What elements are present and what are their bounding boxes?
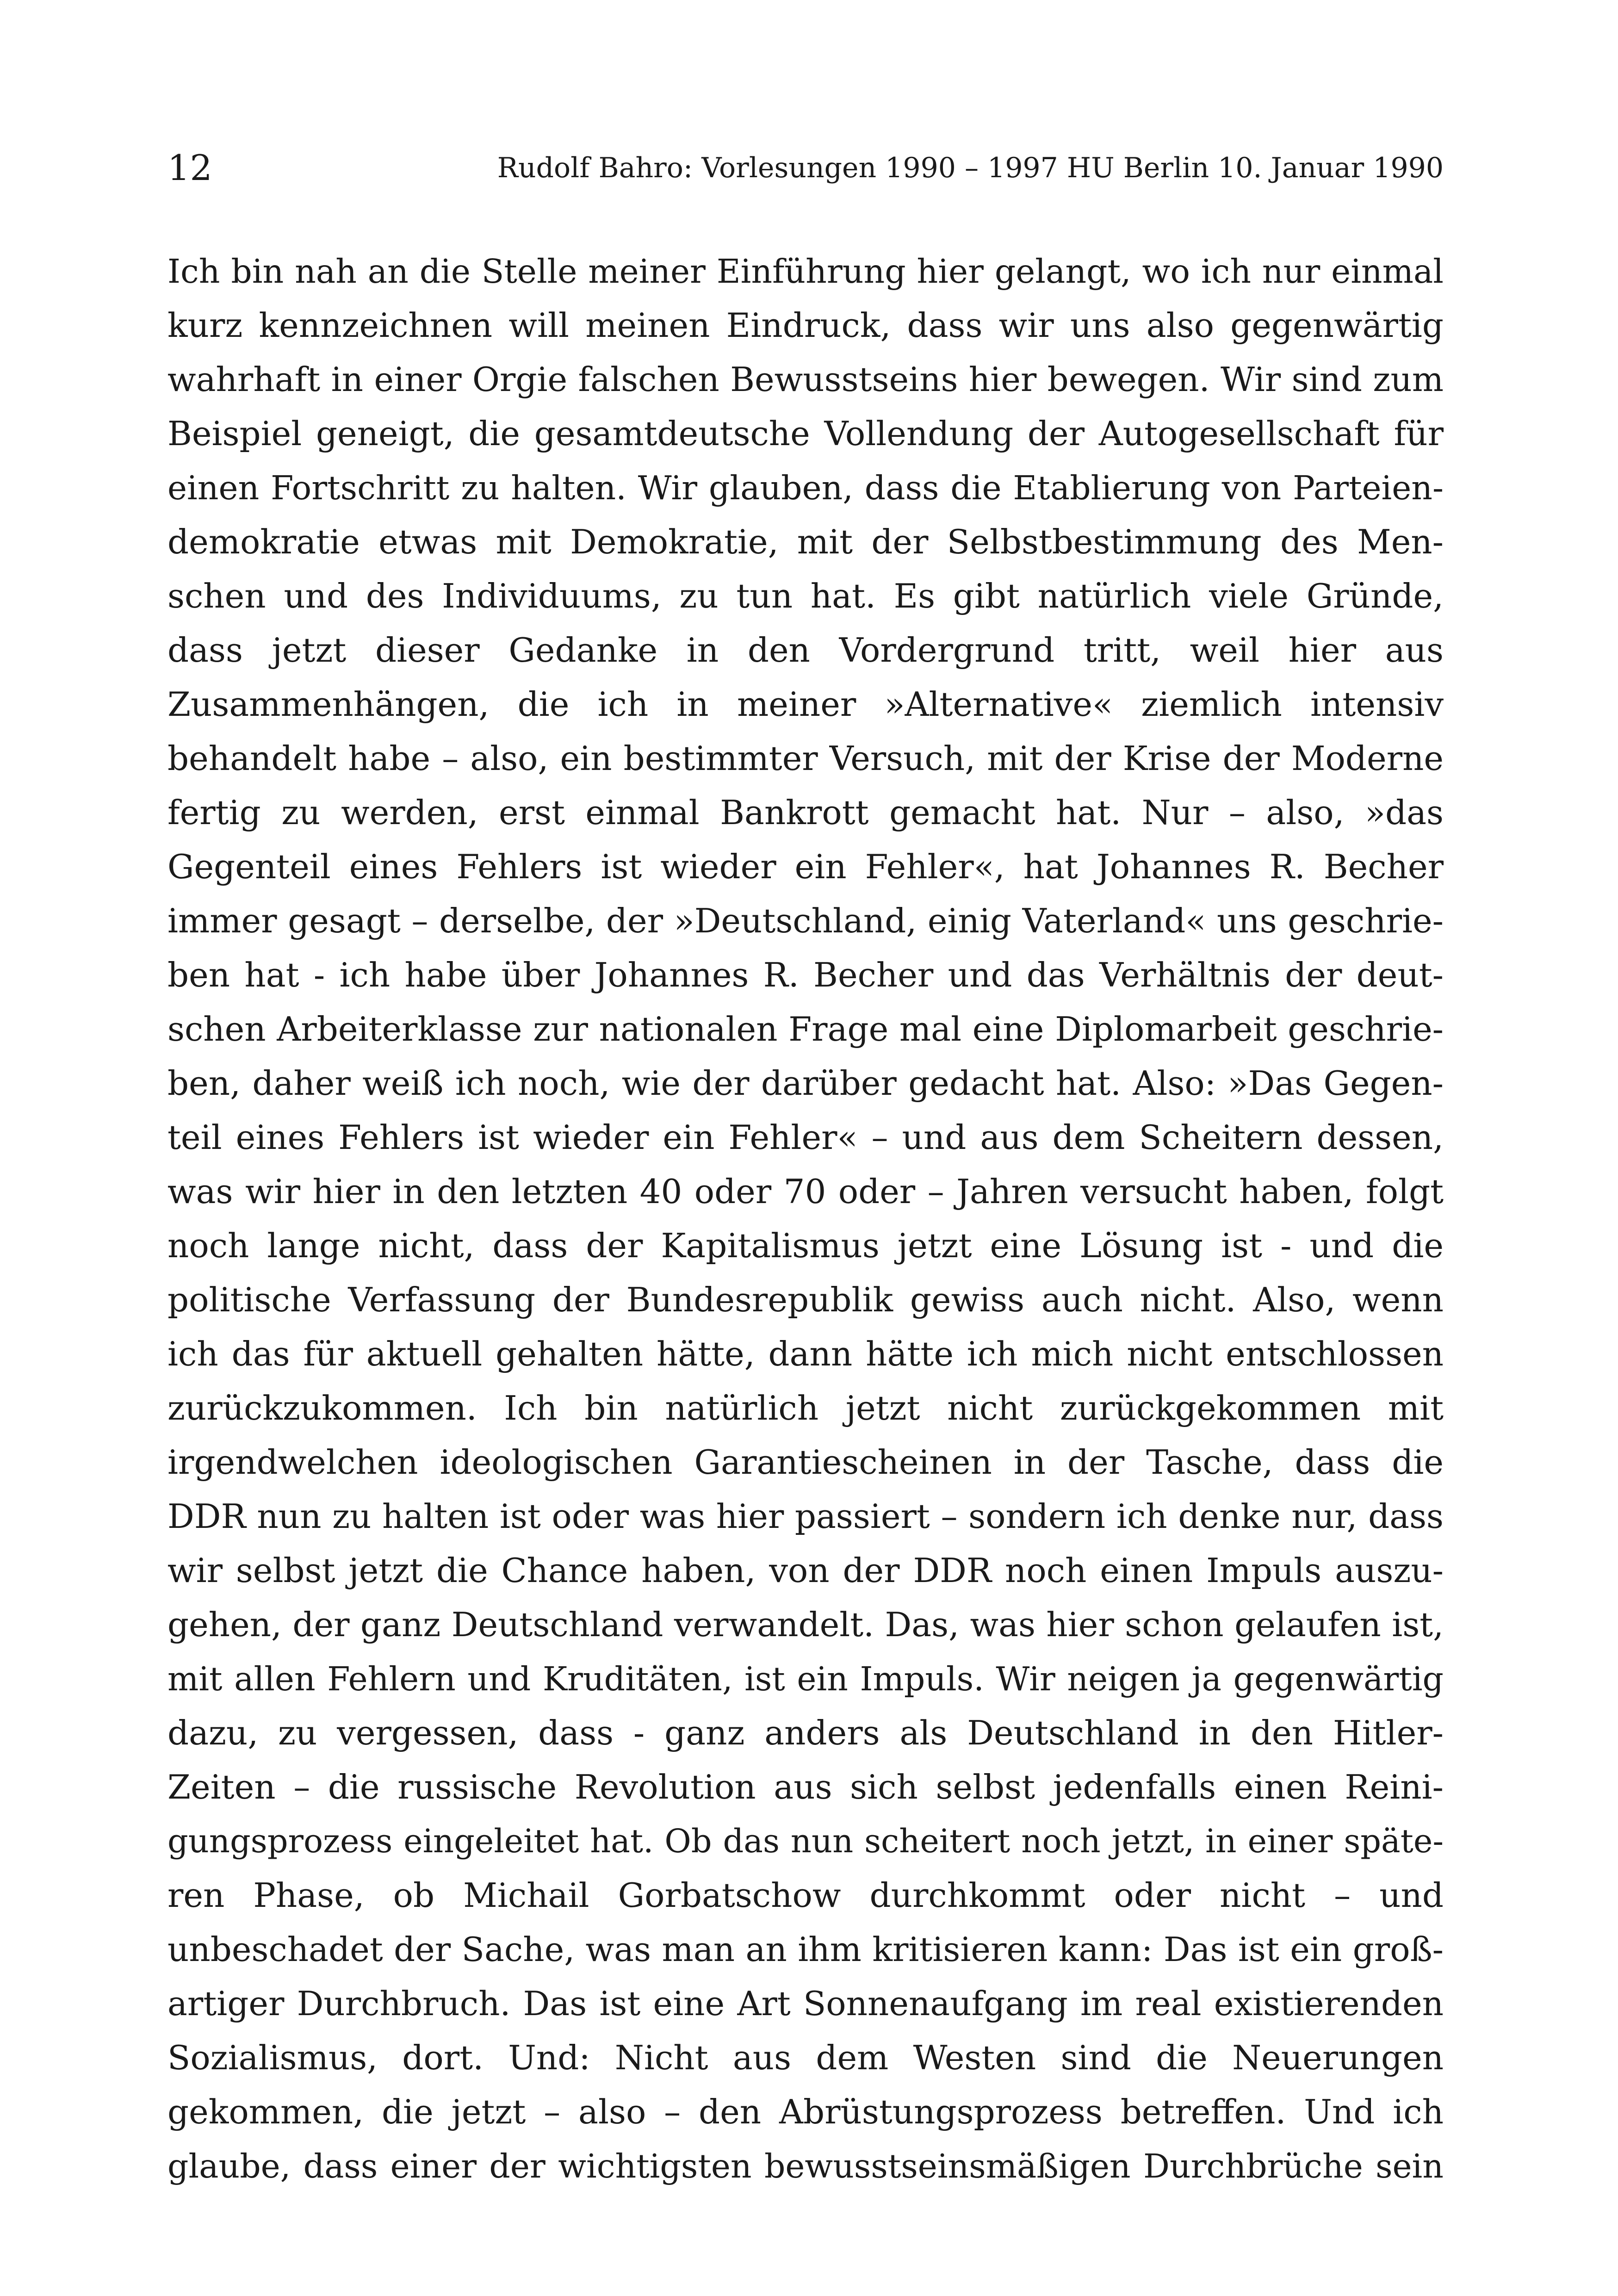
text-line: ben hat - ich habe über Johannes R. Becher und das Verhältnis der deut- xyxy=(167,956,1444,994)
text-line: ich das für aktuell gehalten hätte, dann hätte ich mich nicht entschlossen xyxy=(167,1334,1444,1373)
text-line: ren Phase, ob Michail Gorbatschow durchkommt oder nicht – und xyxy=(167,1876,1444,1915)
text-line: DDR nun zu halten ist oder was hier passiert – sondern ich denke nur, dass xyxy=(167,1497,1444,1536)
text-line: irgendwelchen ideologischen Garantiescheinen in der Tasche, dass die xyxy=(167,1443,1444,1482)
text-line: was wir hier in den letzten 40 oder 70 oder – Jahren versucht haben, folgt xyxy=(167,1172,1444,1211)
text-line: dazu, zu vergessen, dass - ganz anders als Deutschland in den Hitler- xyxy=(167,1713,1444,1752)
text-line: Beispiel geneigt, die gesamtdeutsche Vollendung der Autogesellschaft für xyxy=(167,414,1444,453)
text-line: Zusammenhängen, die ich in meiner »Alternative« ziemlich intensiv xyxy=(167,685,1444,724)
text-line: unbeschadet der Sache, was man an ihm kritisieren kann: Das ist ein groß- xyxy=(167,1930,1444,1969)
text-line: schen und des Individuums, zu tun hat. Es gibt natürlich viele Gründe, xyxy=(167,577,1444,615)
page-header xyxy=(167,147,1444,189)
text-line: mit allen Fehlern und Kruditäten, ist ein Impuls. Wir neigen ja gegenwärtig xyxy=(167,1660,1444,1698)
text-line: schen Arbeiterklasse zur nationalen Frage mal eine Diplomarbeit geschrie- xyxy=(167,1010,1444,1049)
text-line: noch lange nicht, dass der Kapitalismus jetzt eine Lösung ist - und die xyxy=(167,1226,1444,1265)
text-line: wir selbst jetzt die Chance haben, von der DDR noch einen Impuls auszu- xyxy=(167,1551,1444,1590)
text-line: ben, daher weiß ich noch, wie der darüber gedacht hat. Also: »Das Gegen- xyxy=(167,1064,1444,1103)
text-line: fertig zu werden, erst einmal Bankrott gemacht hat. Nur – also, »das xyxy=(167,793,1444,832)
text-line: Gegenteil eines Fehlers ist wieder ein Fehler«, hat Johannes R. Becher xyxy=(167,847,1444,886)
text-line: teil eines Fehlers ist wieder ein Fehler« – und aus dem Scheitern dessen, xyxy=(167,1118,1444,1157)
text-line: wahrhaft in einer Orgie falschen Bewusstseins hier bewegen. Wir sind zum xyxy=(167,360,1444,399)
text-line: demokratie etwas mit Demokratie, mit der Selbstbestimmung des Men- xyxy=(167,522,1444,561)
text-line: einen Fortschritt zu halten. Wir glauben, dass die Etablierung von Parteien- xyxy=(167,469,1444,507)
text-line: gekommen, die jetzt – also – den Abrüstungsprozess betreffen. Und ich xyxy=(167,2092,1444,2131)
text-line: behandelt habe – also, ein bestimmter Versuch, mit der Krise der Moderne xyxy=(167,739,1444,778)
text-line: immer gesagt – derselbe, der »Deutschland, einig Vaterland« uns geschrie- xyxy=(167,901,1444,940)
body-text xyxy=(167,244,1444,2193)
text-line: kurz kennzeichnen will meinen Eindruck, dass wir uns also gegenwärtig xyxy=(167,306,1444,345)
text-line: Sozialismus, dort. Und: Nicht aus dem Westen sind die Neuerungen xyxy=(167,2038,1444,2077)
text-line: zurückzukommen. Ich bin natürlich jetzt nicht zurückgekommen mit xyxy=(167,1389,1444,1427)
text-line: dass jetzt dieser Gedanke in den Vordergrund tritt, weil hier aus xyxy=(167,631,1444,670)
text-line: gehen, der ganz Deutschland verwandelt. Das, was hier schon gelaufen ist, xyxy=(167,1605,1444,1644)
running-head: Rudolf Bahro: Vorlesungen 1990 – 1997 HU Berlin 10. Januar 1990 xyxy=(497,152,1444,184)
text-line: glaube, dass einer der wichtigsten bewusstseinsmäßigen Durchbrüche sein xyxy=(167,2147,1444,2185)
page-number: 12 xyxy=(167,147,212,188)
text-line: politische Verfassung der Bundesrepublik gewiss auch nicht. Also, wenn xyxy=(167,1280,1444,1319)
text-line: gungsprozess eingeleitet hat. Ob das nun scheitert noch jetzt, in einer späte- xyxy=(167,1822,1444,1860)
text-line: Zeiten – die russische Revolution aus sich selbst jedenfalls einen Reini- xyxy=(167,1768,1444,1806)
text-line: Ich bin nah an die Stelle meiner Einführung hier gelangt, wo ich nur einmal xyxy=(167,252,1444,291)
text-line: artiger Durchbruch. Das ist eine Art Sonnenaufgang im real existierenden xyxy=(167,1984,1444,2023)
